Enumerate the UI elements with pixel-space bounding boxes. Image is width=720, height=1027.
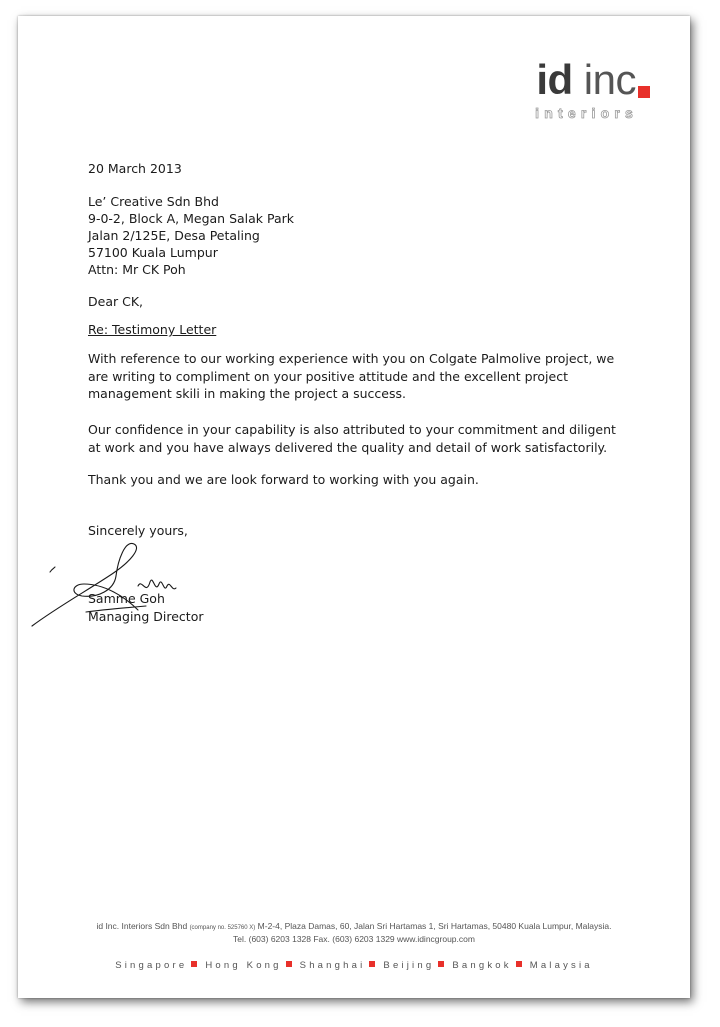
logo-wordmark	[536, 56, 636, 104]
footer-street: M-2-4, Plaza Damas, 60, Jalan Sri Hartamas 1, Sri Hartamas, 50480 Kuala Lumpur, Malaysia.	[257, 921, 612, 931]
signer-name: Samme Goh	[88, 591, 165, 606]
logo-inc-text: inc	[572, 56, 636, 103]
letter-date: 20 March 2013	[88, 161, 182, 176]
footer-address	[18, 921, 690, 931]
subject-line: Re: Testimony Letter	[88, 322, 217, 337]
logo-red-square	[638, 86, 650, 98]
red-separator-icon	[438, 961, 444, 967]
red-separator-icon	[191, 961, 197, 967]
body-paragraph: Our confidence in your capability is also attributed to your commitment and diligent at work and you have always delivered the quality and detail of work satisfactorily.	[88, 422, 616, 455]
city-label: Beijing	[383, 960, 435, 971]
city-label: Singapore	[115, 960, 188, 971]
city-label: Malaysia	[529, 960, 593, 971]
footer-city-list	[18, 960, 690, 971]
recipient-line: 9-0-2, Block A, Megan Salak Park	[88, 211, 295, 226]
body-paragraph: Thank you and we are look forward to working with you again.	[88, 472, 479, 487]
red-separator-icon	[516, 961, 522, 967]
red-separator-icon	[369, 961, 375, 967]
recipient-line: Le’ Creative Sdn Bhd	[88, 194, 219, 209]
letter-page	[18, 16, 690, 998]
recipient-line: 57100 Kuala Lumpur	[88, 245, 218, 260]
footer-company: id Inc. Interiors Sdn Bhd	[96, 921, 188, 931]
recipient-line: Attn: Mr CK Poh	[88, 262, 186, 277]
red-separator-icon	[286, 961, 292, 967]
logo-subtitle: interiors	[535, 105, 638, 121]
footer-company-no: (company no. 525760 X)	[189, 925, 256, 931]
closing: Sincerely yours,	[88, 523, 188, 538]
logo-id-text: id	[536, 56, 573, 103]
footer-contact: Tel. (603) 6203 1328 Fax. (603) 6203 1329 www.idincgroup.com	[233, 934, 475, 944]
recipient-line: Jalan 2/125E, Desa Petaling	[88, 228, 260, 243]
body-paragraph: With reference to our working experience with you on Colgate Palmolive project, we are writing to compliment on your positive attitude and the excellent project management skili in making the project a success.	[88, 351, 615, 401]
salutation: Dear CK,	[88, 294, 143, 309]
city-label: Shanghai	[299, 960, 366, 971]
company-logo	[490, 56, 660, 136]
city-label: Hong Kong	[205, 960, 282, 971]
signer-title: Managing Director	[88, 609, 204, 624]
city-label: Bangkok	[452, 960, 512, 971]
